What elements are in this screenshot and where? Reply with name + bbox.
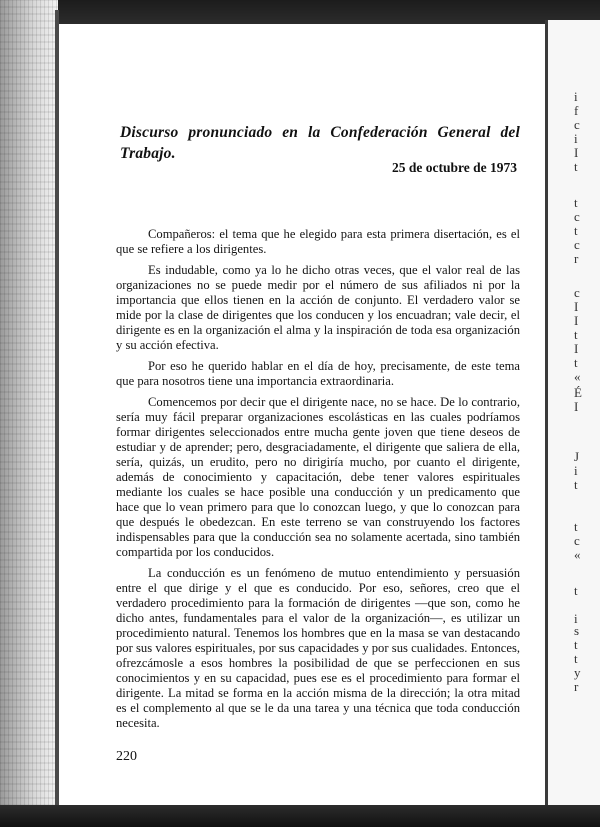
- paragraph: Compañeros: el tema que he elegido para esta primera disertación, es el que se refiere a los dirigentes.: [116, 227, 520, 256]
- margin-letter: s: [574, 623, 580, 638]
- margin-letter: t: [574, 583, 578, 598]
- margin-letter: t: [574, 355, 578, 370]
- scan-top-border: [0, 0, 600, 24]
- margin-letter: i: [574, 89, 578, 104]
- margin-letter: I: [574, 145, 579, 160]
- speech-date: 25 de octubre de 1973: [392, 160, 517, 175]
- margin-letter: «: [574, 547, 581, 562]
- paragraph: La conducción es un fenómeno de mutuo entendimiento y persuasión entre el que dirige y el que es conducido. Por eso, señores, creo que el verdadero procedimiento para la formación de dirigentes —que son, como he dicho antes, fundamentales para el valor de la organización—, es utilizar un procedimiento natural. Tenemos los hombres que en la masa se van destacando por sus valores espirituales, por sus capacidades y por sus cualidades. Entonces, ofrezcámosle a esos hombres la posibilidad de que se perfeccionen en sus conocimientos y en su capacidad, pues ese es el procedimiento para formar el dirigente. La mitad se forma en la acción misma de la dirección; la otra mitad es el complemento al que se le da una tarea y una técnica que toda conducción necesita.: [116, 566, 520, 730]
- margin-letter: i: [574, 611, 578, 626]
- book-spine-shadow: [55, 10, 59, 810]
- margin-letter: I: [574, 299, 579, 314]
- margin-letter: É: [574, 385, 582, 400]
- margin-letter: t: [574, 637, 578, 652]
- margin-letter: c: [574, 285, 580, 300]
- margin-letter: c: [574, 533, 580, 548]
- margin-letter: J: [574, 449, 580, 464]
- margin-letter: «: [574, 369, 581, 384]
- paragraph: Es indudable, como ya lo he dicho otras veces, que el valor real de las organizaciones no se puede medir por el número de sus afiliados ni por la importancia que ellos tienen en la acción de conjunto. El verdadero valor se mide por la clase de dirigentes que los conducen y los encuadran; vale decir, el dirigente es en la organización el alma y la inspiración de toda esa organización y su acción efectiva.: [116, 263, 520, 352]
- book-page: [62, 24, 548, 805]
- margin-letter: t: [574, 195, 578, 210]
- margin-letter: r: [574, 251, 579, 266]
- margin-letter: r: [574, 679, 579, 694]
- scan-bottom-border: [0, 805, 600, 827]
- speech-title: Discurso pronunciado en la Confederación General del Trabajo.: [120, 124, 520, 162]
- margin-letter: i: [574, 463, 578, 478]
- speech-body: [116, 227, 520, 737]
- paragraph: Comencemos por decir que el dirigente nace, no se hace. De lo contrario, sería muy fácil preparar organizaciones escolásticas en las cuales podríamos formar dirigentes seleccionados entre mucha gente joven que tiene deseos de estudiar y de aprender; pero, desgraciadamente, el dirigente que saliera de ella, sería, quizás, un erudito, pero no dirigiría mucho, por cuanto el dirigente, además de conocimiento y capacitación, debe tener valores espirituales mediante los cuales se hace posible una conducción y un predicamento que hace que lo vean primero para que lo conozcan luego, y que lo conozcan para que después le obedezcan. En este terreno se van construyendo los factores indispensables para que la conducción sea no solamente acertada, sino también compartida por los conducidos.: [116, 395, 520, 559]
- margin-letter: c: [574, 237, 580, 252]
- margin-letter: y: [574, 665, 581, 680]
- facing-page-edge: [545, 20, 600, 810]
- margin-letter: I: [574, 313, 579, 328]
- page-number: 220: [116, 749, 137, 764]
- margin-letter: t: [574, 159, 578, 174]
- margin-letter: I: [574, 399, 579, 414]
- scan-left-gutter: [0, 0, 58, 827]
- margin-letter: i: [574, 131, 578, 146]
- margin-letter: t: [574, 327, 578, 342]
- margin-letter: t: [574, 519, 578, 534]
- margin-letter: c: [574, 209, 580, 224]
- margin-letter: c: [574, 117, 580, 132]
- margin-letter: t: [574, 477, 578, 492]
- margin-letter: t: [574, 651, 578, 666]
- margin-letter: t: [574, 223, 578, 238]
- paragraph: Por eso he querido hablar en el día de hoy, precisamente, de este tema que para nosotros tiene una importancia extraordinaria.: [116, 359, 520, 388]
- margin-letter: f: [574, 103, 579, 118]
- margin-letter: I: [574, 341, 579, 356]
